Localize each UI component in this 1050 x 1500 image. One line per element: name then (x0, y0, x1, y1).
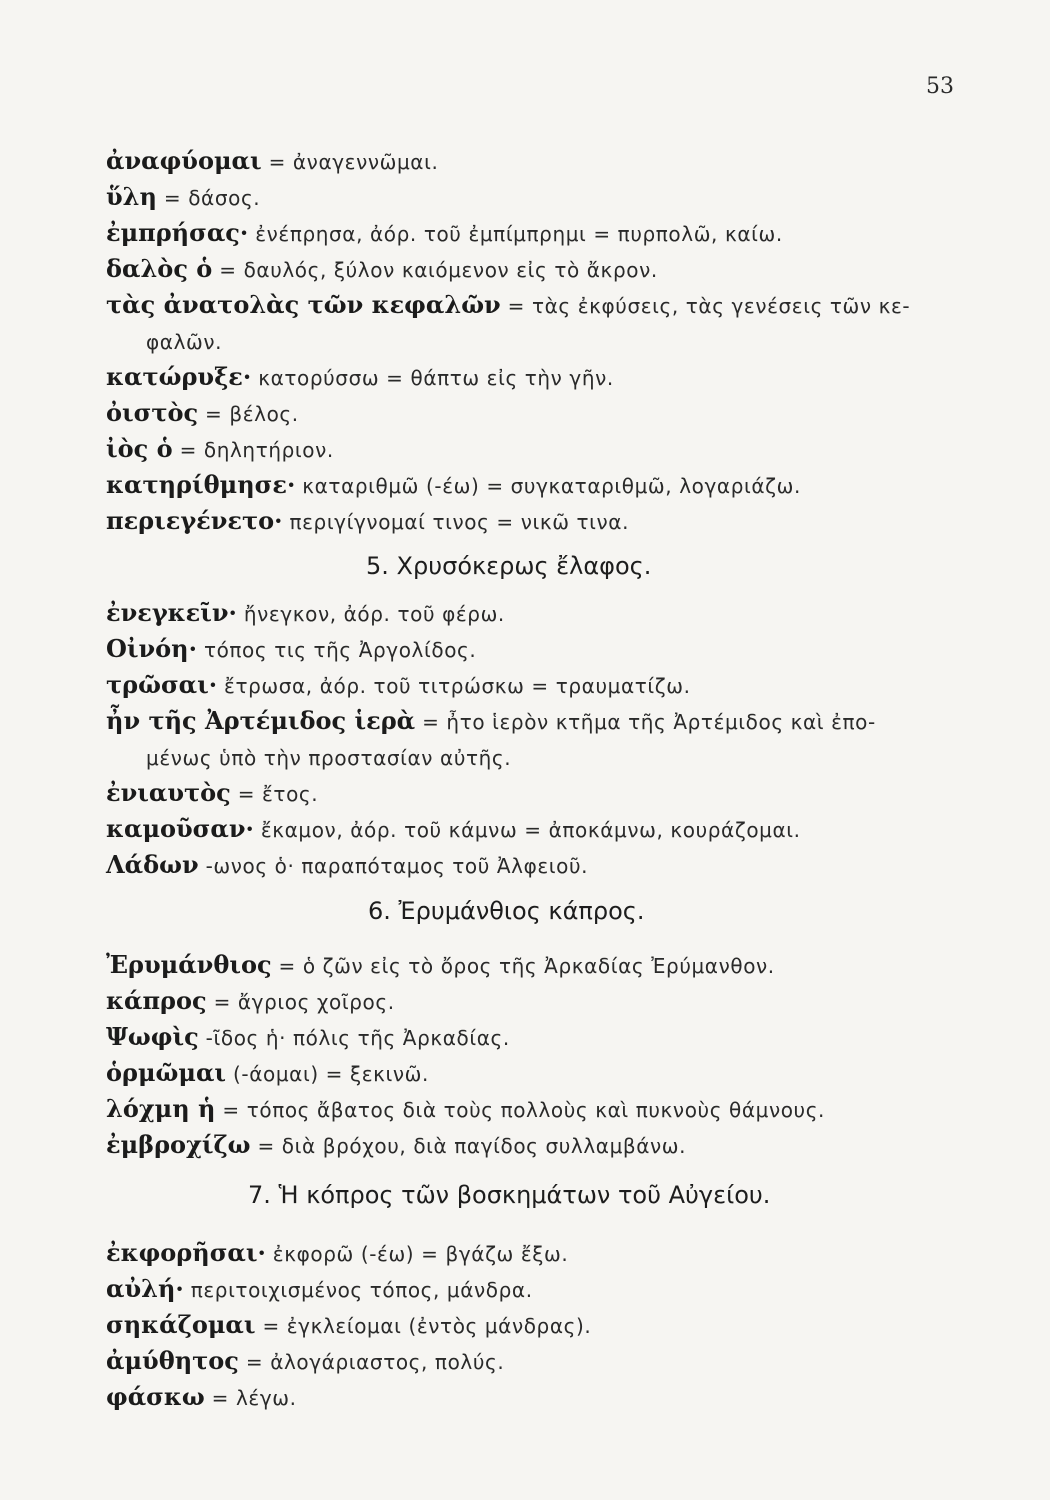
glossary-entry: Λάδων -ωνος ὁ· παραπόταμος τοῦ Ἀλφειοῦ. (106, 850, 589, 879)
section-heading: 6. Ἐρυμάνθιος κάπρος. (368, 897, 645, 925)
page-number: 53 (926, 74, 954, 99)
glossary-continuation: φαλῶν. (146, 330, 223, 354)
section-heading: 7. Ἡ κόπρος τῶν βοσκημάτων τοῦ Αὐγείου. (248, 1181, 771, 1209)
glossary-entry: ὕλη = δάσος. (106, 182, 261, 211)
section-heading: 5. Χρυσόκερως ἔλαφος. (366, 552, 652, 580)
glossary-entry: κατώρυξε· κατορύσσω = θάπτω εἰς τὴν γῆν. (106, 362, 614, 391)
glossary-entry: λόχμη ἡ = τόπος ἄβατος διὰ τοὺς πολλοὺς καὶ πυκνοὺς θάμνους. (106, 1094, 826, 1123)
glossary-entry: κατηρίθμησε· καταριθμῶ (-έω) = συγκαταριθμῶ, λογαριάζω. (106, 470, 801, 499)
glossary-entry: τὰς ἀνατολὰς τῶν κεφαλῶν = τὰς ἐκφύσεις, τὰς γενέσεις τῶν κε- (106, 290, 911, 319)
glossary-entry: ἐκφορῆσαι· ἐκφορῶ (-έω) = βγάζω ἔξω. (106, 1238, 569, 1267)
glossary-entry: ὁρμῶμαι (-άομαι) = ξεκινῶ. (106, 1058, 429, 1087)
glossary-entry: αὐλή· περιτοιχισμένος τόπος, μάνδρα. (106, 1274, 533, 1303)
glossary-entry: σηκάζομαι = ἐγκλείομαι (ἐντὸς μάνδρας). (106, 1310, 592, 1339)
glossary-entry: τρῶσαι· ἔτρωσα, ἀόρ. τοῦ τιτρώσκω = τραυματίζω. (106, 670, 691, 699)
glossary-entry: ἰὸς ὁ = δηλητήριον. (106, 434, 334, 463)
glossary-entry: καμοῦσαν· ἔκαμον, ἀόρ. τοῦ κάμνω = ἀποκάμνω, κουράζομαι. (106, 814, 801, 843)
glossary-entry: Οἰνόη· τόπος τις τῆς Ἀργολίδος. (106, 634, 477, 663)
glossary-entry: ἐμβροχίζω = διὰ βρόχου, διὰ παγίδος συλλαμβάνω. (106, 1130, 687, 1159)
glossary-entry: ἐνεγκεῖν· ἤνεγκον, ἀόρ. τοῦ φέρω. (106, 598, 505, 627)
glossary-entry: δαλὸς ὁ = δαυλός, ξύλον καιόμενον εἰς τὸ ἄκρον. (106, 254, 658, 283)
glossary-entry: κάπρος = ἄγριος χοῖρος. (106, 986, 395, 1015)
glossary-entry: ἐνιαυτὸς = ἔτος. (106, 778, 319, 807)
glossary-entry: ἦν τῆς Ἀρτέμιδος ἱερὰ = ἦτο ἱερὸν κτῆμα τῆς Ἀρτέμιδος καὶ ἐπο- (106, 706, 876, 735)
glossary-entry: ἀμύθητος = ἀλογάριαστος, πολύς. (106, 1346, 505, 1375)
glossary-entry: Ἐρυμάνθιος = ὁ ζῶν εἰς τὸ ὄρος τῆς Ἀρκαδίας Ἐρύμανθον. (106, 950, 775, 979)
glossary-entry: ἐμπρήσας· ἐνέπρησα, ἀόρ. τοῦ ἐμπίμπρημι = πυρπολῶ, καίω. (106, 218, 783, 247)
glossary-entry: περιεγένετο· περιγίγνομαί τινος = νικῶ τινα. (106, 506, 630, 535)
glossary-continuation: μένως ὑπὸ τὴν προστασίαν αὐτῆς. (146, 746, 512, 770)
glossary-entry: ὀιστὸς = βέλος. (106, 398, 299, 427)
glossary-entry: φάσκω = λέγω. (106, 1382, 297, 1411)
glossary-entry: ἀναφύομαι = ἀναγεννῶμαι. (106, 146, 439, 175)
glossary-entry: Ψωφὶς -ῖδος ἡ· πόλις τῆς Ἀρκαδίας. (106, 1022, 510, 1051)
